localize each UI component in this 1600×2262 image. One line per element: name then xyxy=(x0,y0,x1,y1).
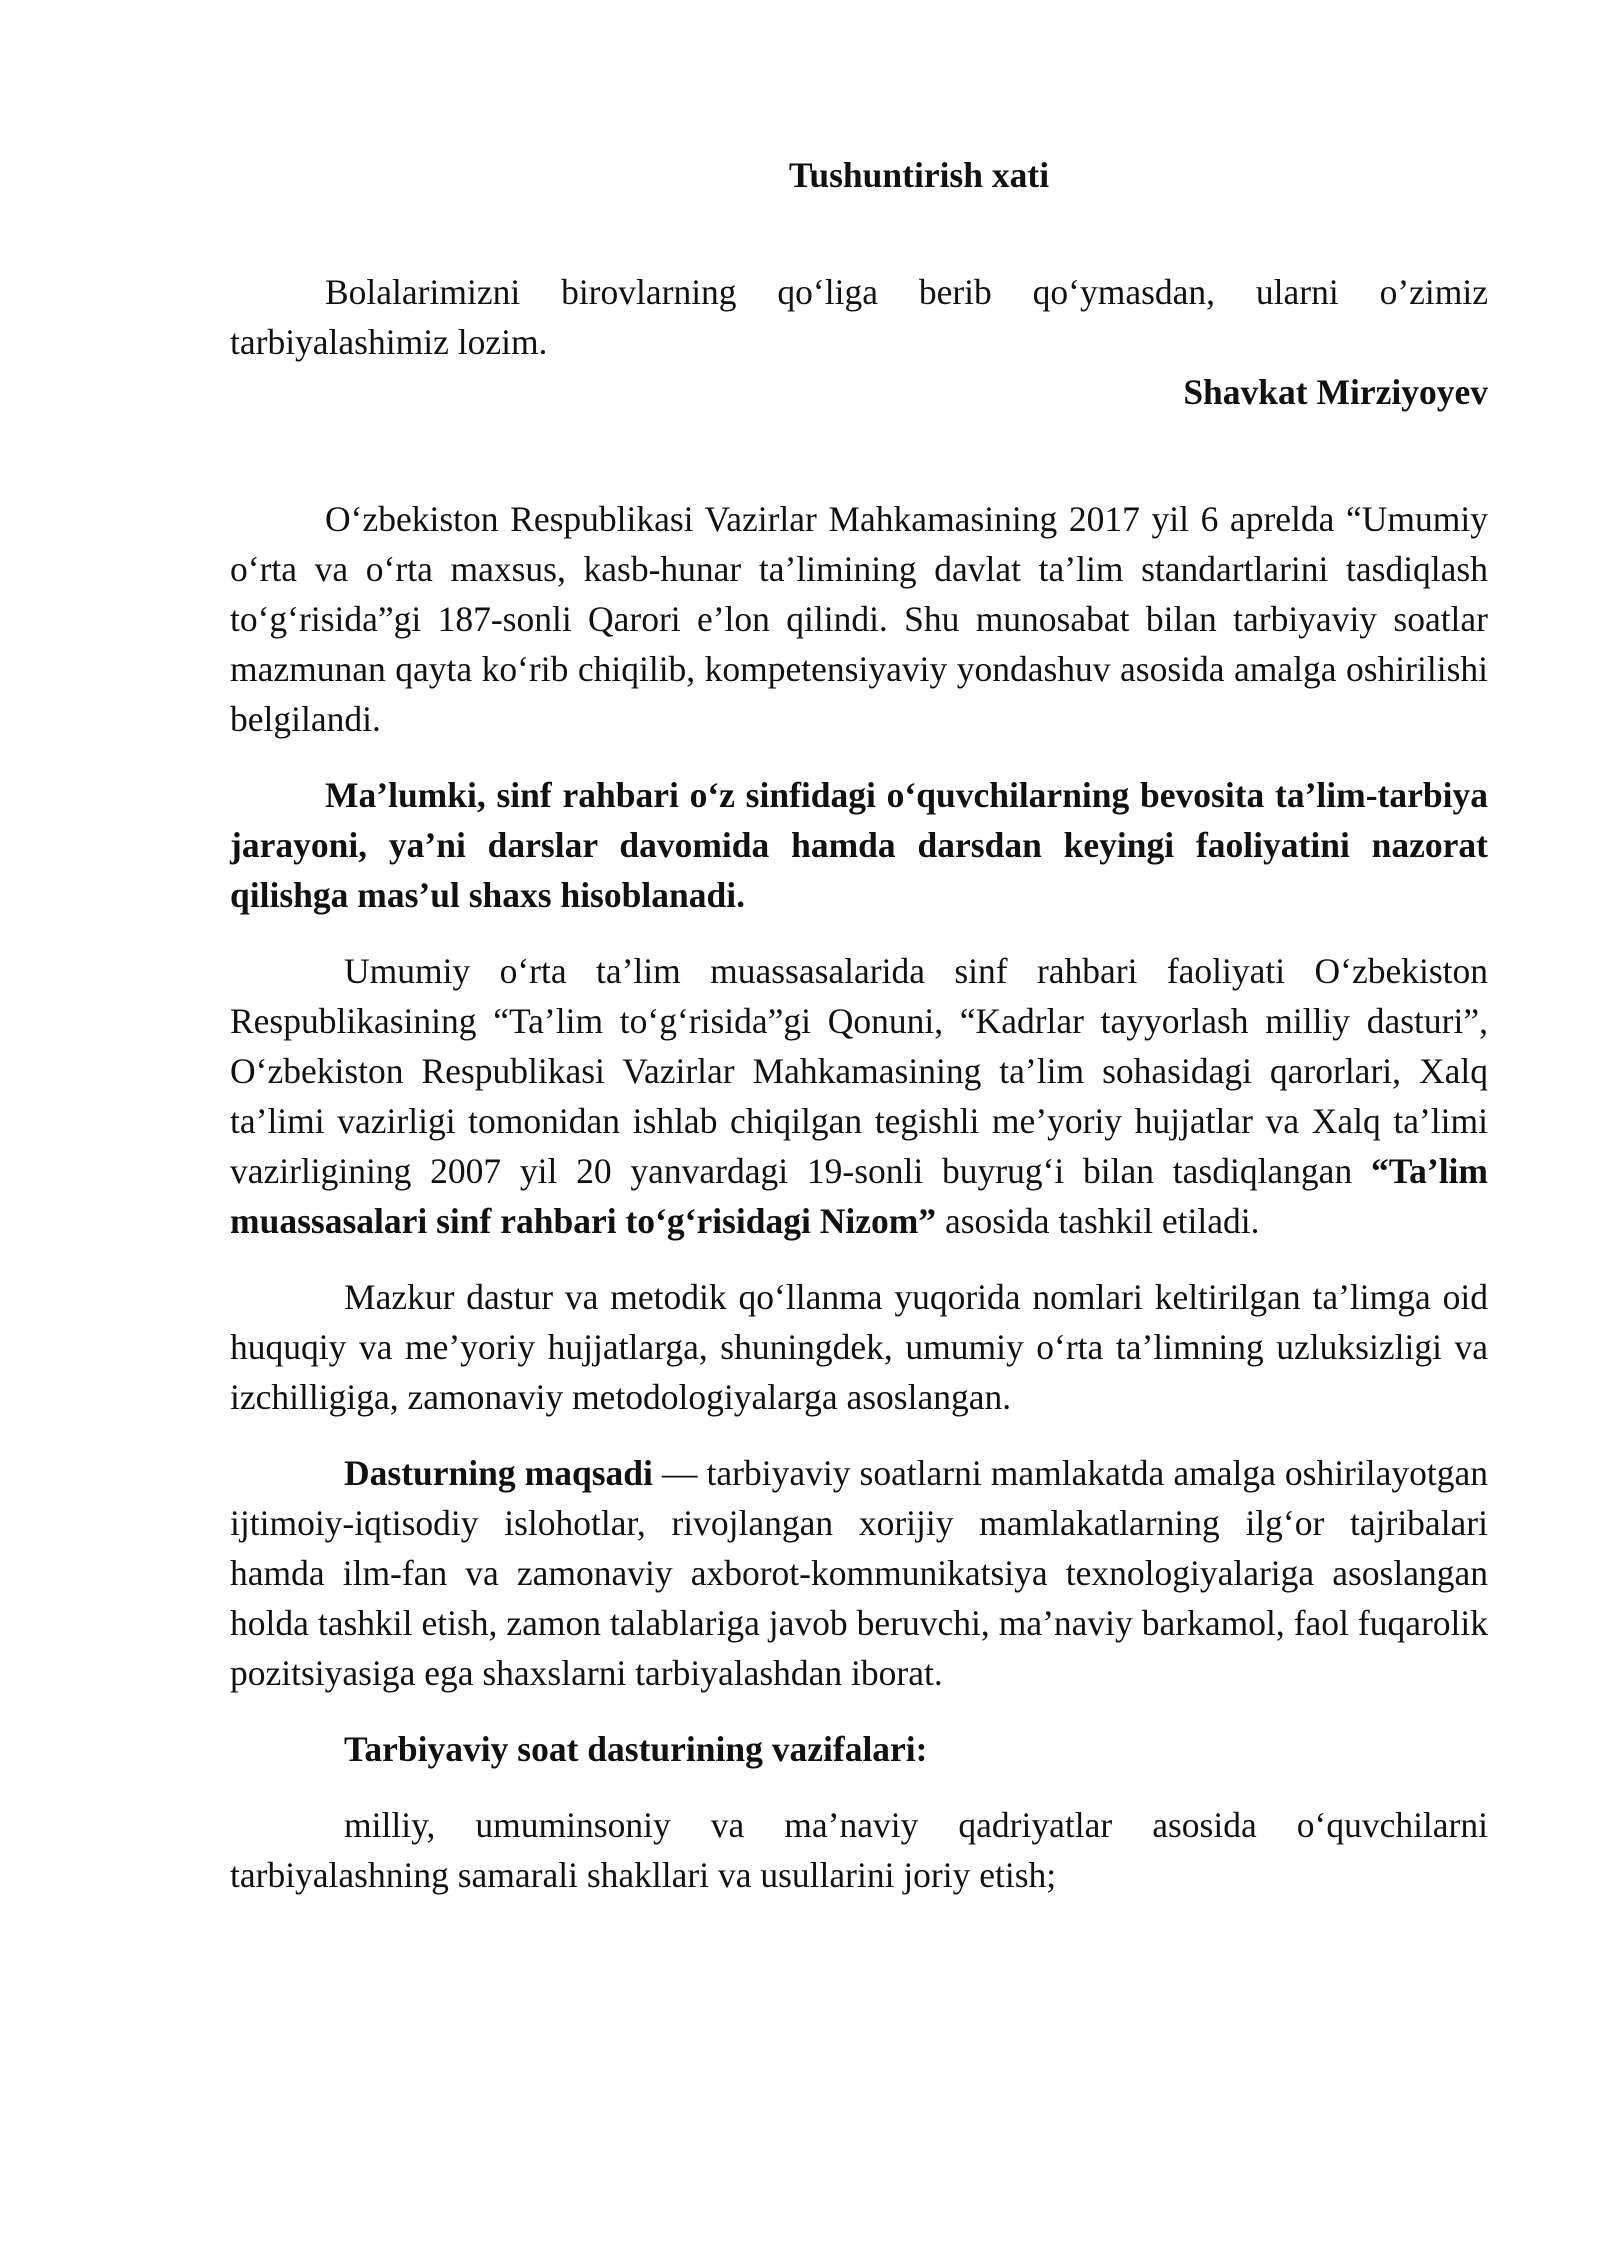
program-goal-label: Dasturning maqsadi xyxy=(344,1453,653,1493)
task-item: milliy, umuminsoniy va ma’naviy qadriyatlar asosida o‘quvchilarni tarbiyalashning samarali shakllari va usullarini joriy etish; xyxy=(230,1805,1488,1895)
epigraph-author: Shavkat Mirziyoyev xyxy=(1183,372,1488,412)
program-goal-text: — tarbiyaviy soatlarni mamlakatda amalga oshirilayotgan ijtimoiy-iqtisodiy islohotlar, rivojlangan xorijiy mamlakatlarning ilg‘or tajribalari hamda ilm-fan va zamonaviy axborot-kommunikatsiya texnologiyalariga asoslangan holda tashkil etish, zamon talablariga javob beruvchi, ma’naviy barkamol, faol fuqarolik pozitsiyasiga ega shaxslarni tarbiyalashdan iborat. xyxy=(230,1453,1488,1693)
paragraph-legal-basis xyxy=(230,946,1488,1246)
tasks-heading: Tarbiyaviy soat dasturining vazifalari: xyxy=(344,1729,928,1769)
paragraph-legal-basis-end: asosida tashkil etiladi. xyxy=(936,1201,1260,1241)
paragraph-program-goal xyxy=(230,1448,1488,1698)
paragraph-decree: O‘zbekiston Respublikasi Vazirlar Mahkamasining 2017 yil 6 aprelda “Umumiy o‘rta va o‘rta maxsus, kasb-hunar ta’limining davlat ta’lim standartlarini tasdiqlash to‘g‘risida”gi 187-sonli Qarori e’lon qilindi. Shu munosabat bilan tarbiyaviy soatlar mazmunan qayta ko‘rib chiqilib, kompetensiyaviy yondashuv asosida amalga oshirilishi belgilandi. xyxy=(230,499,1488,739)
document-body xyxy=(230,150,1488,1900)
paragraph-legal-basis-start: Umumiy o‘rta ta’lim muassasalarida sinf rahbari faoliyati O‘zbekiston Respublikasining “Ta’lim to‘g‘risida”gi Qonuni, “Kadrlar tayyorlash milliy dasturi”, O‘zbekiston Respublikasi Vazirlar Mahkamasining ta’lim sohasidagi qarorlari, Xalq ta’limi vazirligi tomonidan ishlab chiqilgan tegishli me’yoriy hujjatlar va Xalq ta’limi vazirligining 2007 yil 20 yanvardagi 19-sonli buyrug‘i bilan tasdiqlangan xyxy=(230,951,1488,1191)
document-title: Tushuntirish xati xyxy=(788,155,1050,195)
paragraph-program-basis: Mazkur dastur va metodik qo‘llanma yuqorida nomlari keltirilgan ta’limga oid huquqiy va me’yoriy hujjatlarga, shuningdek, umumiy o‘rta ta’limning uzluksizligi va izchilligiga, zamonaviy metodologiyalarga asoslangan. xyxy=(230,1277,1488,1417)
epigraph-text: Bolalarimizni birovlarning qo‘liga berib qo‘ymasdan, ularni o’zimiz tarbiyalashimiz lozim. xyxy=(230,272,1488,362)
regulation-name: “Ta’lim muassasalari sinf rahbari to‘g‘risidagi Nizom” xyxy=(230,1151,1488,1241)
paragraph-class-teacher: Ma’lumki, sinf rahbari o‘z sinfidagi o‘quvchilarning bevosita ta’lim-tarbiya jarayoni, ya’ni darslar davomida hamda darsdan keyingi faoliyatini nazorat qilishga mas’ul shaxs hisoblanadi. xyxy=(230,775,1488,915)
